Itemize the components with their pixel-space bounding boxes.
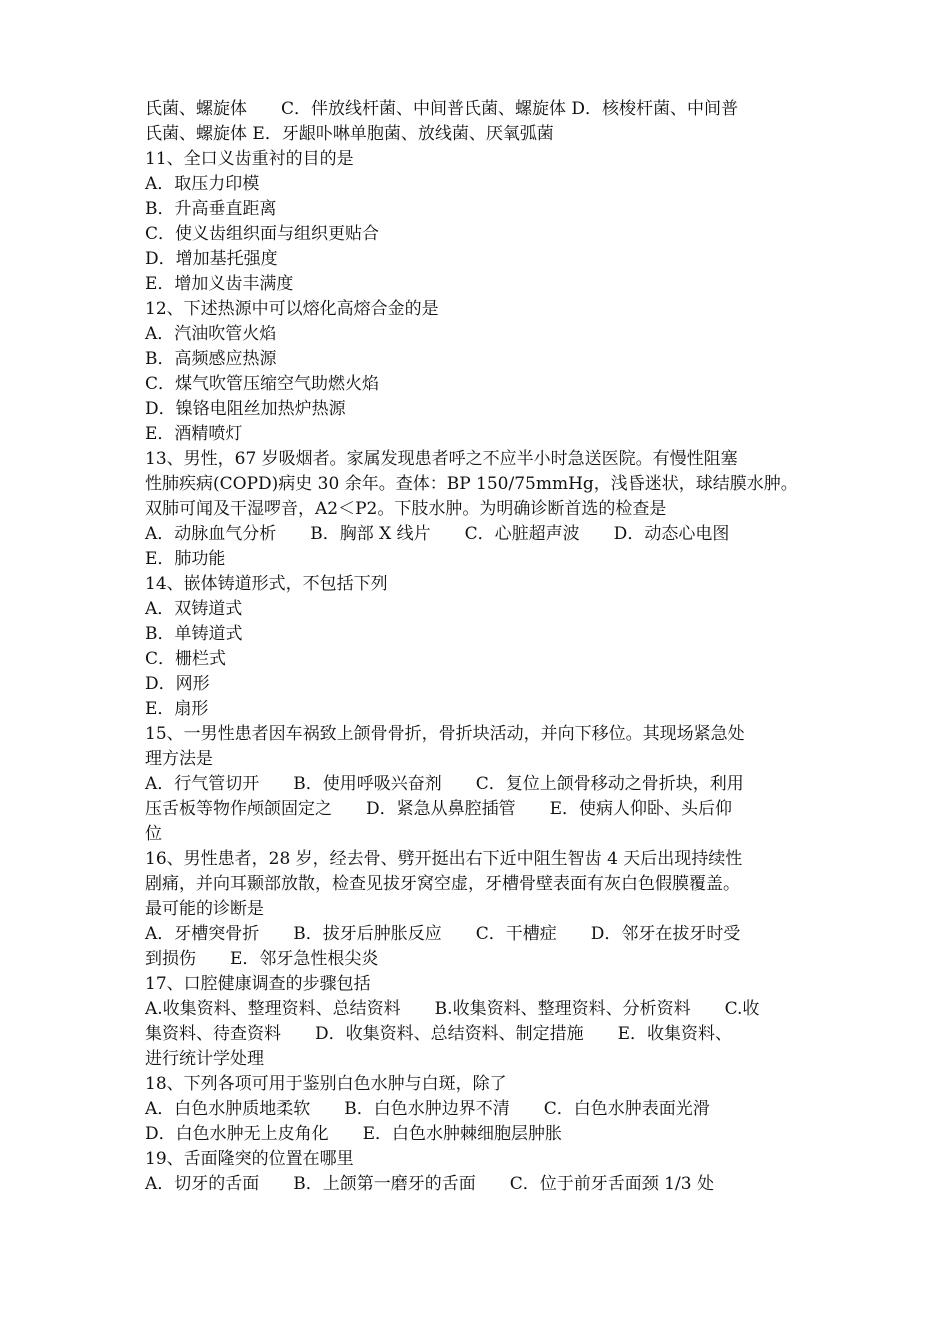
option-line: 位: [145, 824, 162, 844]
option-line: E．酒精喷灯: [145, 424, 243, 444]
option-line: B．单铸道式: [145, 624, 243, 644]
question-13: 13、男性，67 岁吸烟者。家属发现患者呼之不应半小时急送医院。有慢性阻塞: [145, 449, 738, 469]
text-line: 氏菌、螺旋体 C．伴放线杆菌、中间普氏菌、螺旋体 D．核梭杆菌、中间普: [145, 99, 739, 119]
question-16: 16、男性患者，28 岁，经去骨、劈开挺出右下近中阻生智齿 4 天后出现持续性: [145, 849, 743, 869]
option-line: C．煤气吹管压缩空气助燃火焰: [145, 374, 380, 394]
text-line: 氏菌、螺旋体 E．牙龈卟啉单胞菌、放线菌、厌氧弧菌: [145, 124, 554, 144]
option-line: B．升高垂直距离: [145, 199, 277, 219]
text-line: 最可能的诊断是: [145, 899, 264, 919]
option-line: D．增加基托强度: [145, 249, 278, 269]
question-15: 15、一男性患者因车祸致上颌骨骨折，骨折块活动，并向下移位。其现场紧急处: [145, 724, 745, 744]
option-line: A．双铸道式: [145, 599, 243, 619]
text-line: 剧痛，并向耳颞部放散，检查见拔牙窝空虚，牙槽骨壁表面有灰白色假膜覆盖。: [145, 874, 740, 894]
question-17: 17、口腔健康调查的步骤包括: [145, 974, 371, 994]
text-line: 性肺疾病(COPD)病史 30 余年。查体：BP 150/75mmHg，浅昏迷状，球结膜水肿。: [145, 474, 798, 494]
option-line: C．使义齿组织面与组织更贴合: [145, 224, 380, 244]
option-line: 压舌板等物作颅颌固定之 D．紧急从鼻腔插管 E．使病人仰卧、头后仰: [145, 799, 733, 819]
text-line: 双肺可闻及干湿啰音，A2＜P2。下肢水肿。为明确诊断首选的检查是: [145, 499, 667, 519]
option-line: A．切牙的舌面 B．上颌第一磨牙的舌面 C．位于前牙舌面颈 1/3 处: [145, 1174, 714, 1194]
question-14: 14、嵌体铸道形式，不包括下列: [145, 574, 388, 594]
question-11: 11、全口义齿重衬的目的是: [145, 149, 354, 169]
option-line: E．扇形: [145, 699, 209, 719]
option-line: A.收集资料、整理资料、总结资料 B.收集资料、整理资料、分析资料 C.收: [145, 999, 760, 1019]
option-line: D．网形: [145, 674, 210, 694]
option-line: D．镍铬电阻丝加热炉热源: [145, 399, 346, 419]
option-line: 到损伤 E．邻牙急性根尖炎: [145, 949, 379, 969]
option-line: E．肺功能: [145, 549, 226, 569]
option-line: D．白色水肿无上皮角化 E．白色水肿棘细胞层肿胀: [145, 1124, 563, 1144]
question-18: 18、下列各项可用于鉴别白色水肿与白斑，除了: [145, 1074, 507, 1094]
option-line: 进行统计学处理: [145, 1049, 264, 1069]
option-line: E．增加义齿丰满度: [145, 274, 294, 294]
option-line: A．白色水肿质地柔软 B．白色水肿边界不清 C．白色水肿表面光滑: [145, 1099, 710, 1119]
option-line: A．取压力印模: [145, 174, 260, 194]
text-line: 理方法是: [145, 749, 213, 769]
option-line: A．汽油吹管火焰: [145, 324, 277, 344]
question-19: 19、舌面隆突的位置在哪里: [145, 1149, 354, 1169]
option-line: C．栅栏式: [145, 649, 227, 669]
option-line: 集资料、待查资料 D．收集资料、总结资料、制定措施 E．收集资料、: [145, 1024, 733, 1044]
question-12: 12、下述热源中可以熔化高熔合金的是: [145, 299, 439, 319]
option-line: B．高频感应热源: [145, 349, 277, 369]
option-line: A．行气管切开 B．使用呼吸兴奋剂 C．复位上颌骨移动之骨折块，利用: [145, 774, 744, 794]
option-line: A．牙槽突骨折 B．拔牙后肿胀反应 C．干槽症 D．邻牙在拔牙时受: [145, 924, 741, 944]
option-line: A．动脉血气分析 B．胸部 X 线片 C．心脏超声波 D．动态心电图: [145, 524, 730, 544]
